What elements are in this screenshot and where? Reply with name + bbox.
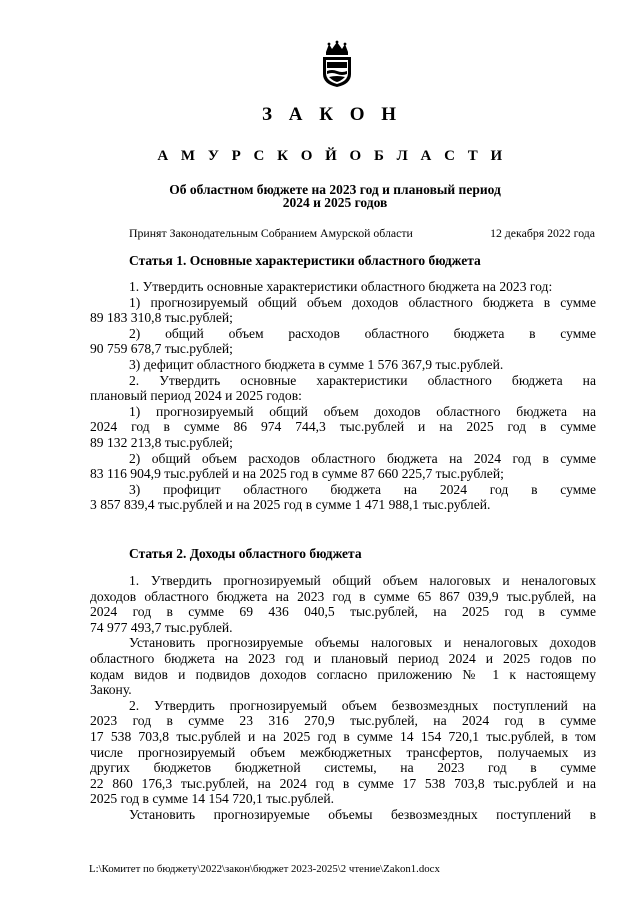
text-line: кодам видов и подвидов доходов согласно приложению № 1 к настоящему (90, 666, 596, 682)
subject-line-1: Об областном бюджете на 2023 год и плановый период (169, 182, 501, 197)
amur-region-coat-of-arms-icon (320, 40, 354, 88)
file-path-footer: L:\Комитет по бюджету\2022\закон\бюджет 2023-2025\2 чтение\Zakon1.docx (89, 863, 440, 875)
text-line: 2023 год в сумме 23 316 270,9 тыс.рублей, на 2024 год в сумме (90, 713, 596, 729)
text-line: 90 759 678,7 тыс.рублей; (90, 341, 233, 357)
text-line: 22 860 176,3 тыс.рублей, на 2024 год в сумме 17 538 703,8 тыс.рублей и на (90, 775, 596, 791)
text-line: 74 977 493,7 тыс.рублей. (90, 619, 233, 635)
text-line: 2024 год в сумме 69 436 040,5 тыс.рублей, на 2025 год в сумме (90, 604, 596, 620)
article-1-text (90, 279, 596, 513)
adopted-date: 12 декабря 2022 года (490, 226, 595, 240)
article-2-title: Статья 2. Доходы областного бюджета (129, 546, 362, 561)
article-2-text (90, 573, 596, 823)
text-line: 1) прогнозируемый общий объем доходов областного бюджета на (129, 403, 596, 419)
text-line: 2. Утвердить основные характеристики областного бюджета на (129, 372, 596, 388)
text-line: 2025 год в сумме 14 154 720,1 тыс.рублей. (90, 791, 335, 807)
article-1-title: Статья 1. Основные характеристики областного бюджета (129, 253, 481, 268)
text-line: областного бюджета на 2023 год и плановый период 2024 и 2025 годов по (90, 650, 596, 666)
region-title: А М У Р С К О Й О Б Л А С Т И (157, 148, 507, 164)
text-line: Закону. (90, 682, 132, 698)
text-line: доходов областного бюджета на 2023 год в сумме 65 867 039,9 тыс.рублей, на (90, 588, 596, 604)
text-line: 1. Утвердить прогнозируемый общий объем налоговых и неналоговых (129, 573, 596, 588)
text-line: 83 116 904,9 тыс.рублей и на 2025 год в сумме 87 660 225,7 тыс.рублей; (90, 466, 504, 482)
text-line: 3 857 839,4 тыс.рублей и на 2025 год в сумме 1 471 988,1 тыс.рублей. (90, 497, 491, 513)
text-line: плановый период 2024 и 2025 годов: (90, 388, 302, 404)
text-line: 2024 год в сумме 86 974 744,3 тыс.рублей и на 2025 год в сумме (90, 419, 596, 435)
text-line: числе прогнозируемый объем межбюджетных трансфертов, получаемых из (90, 744, 596, 760)
text-line: Установить прогнозируемые объемы налоговых и неналоговых доходов (129, 635, 596, 651)
text-line: 17 538 703,8 тыс.рублей и на 2025 год в сумме 14 154 720,1 тыс.рублей, в том (90, 728, 596, 744)
text-line: 3) дефицит областного бюджета в сумме 1 576 367,9 тыс.рублей. (129, 356, 504, 372)
text-line: Установить прогнозируемые объемы безвозмездных поступлений в (129, 806, 596, 822)
text-line: других бюджетов бюджетной системы, на 2023 год в сумме (90, 760, 596, 776)
text-line: 89 132 213,8 тыс.рублей; (90, 434, 233, 450)
text-line: 1. Утвердить основные характеристики областного бюджета на 2023 год: (129, 279, 553, 294)
law-subject-title (0, 183, 640, 209)
subject-line-2: 2024 и 2025 годов (282, 195, 388, 210)
text-line: 3) профицит областного бюджета на 2024 год в сумме (129, 481, 596, 497)
text-line: 1) прогнозируемый общий объем доходов областного бюджета в сумме (129, 294, 596, 310)
adoption-line (129, 226, 595, 241)
document-type-title: З А К О Н (261, 104, 403, 125)
text-line: 2. Утвердить прогнозируемый объем безвозмездных поступлений на (129, 697, 596, 713)
adopted-by: Принят Законодательным Собранием Амурской области (129, 226, 413, 240)
text-line: 2) общий объем расходов областного бюджета в сумме (129, 325, 596, 341)
text-line: 2) общий объем расходов областного бюджета на 2024 год в сумме (129, 450, 596, 466)
text-line: 89 183 310,8 тыс.рублей; (90, 310, 233, 326)
